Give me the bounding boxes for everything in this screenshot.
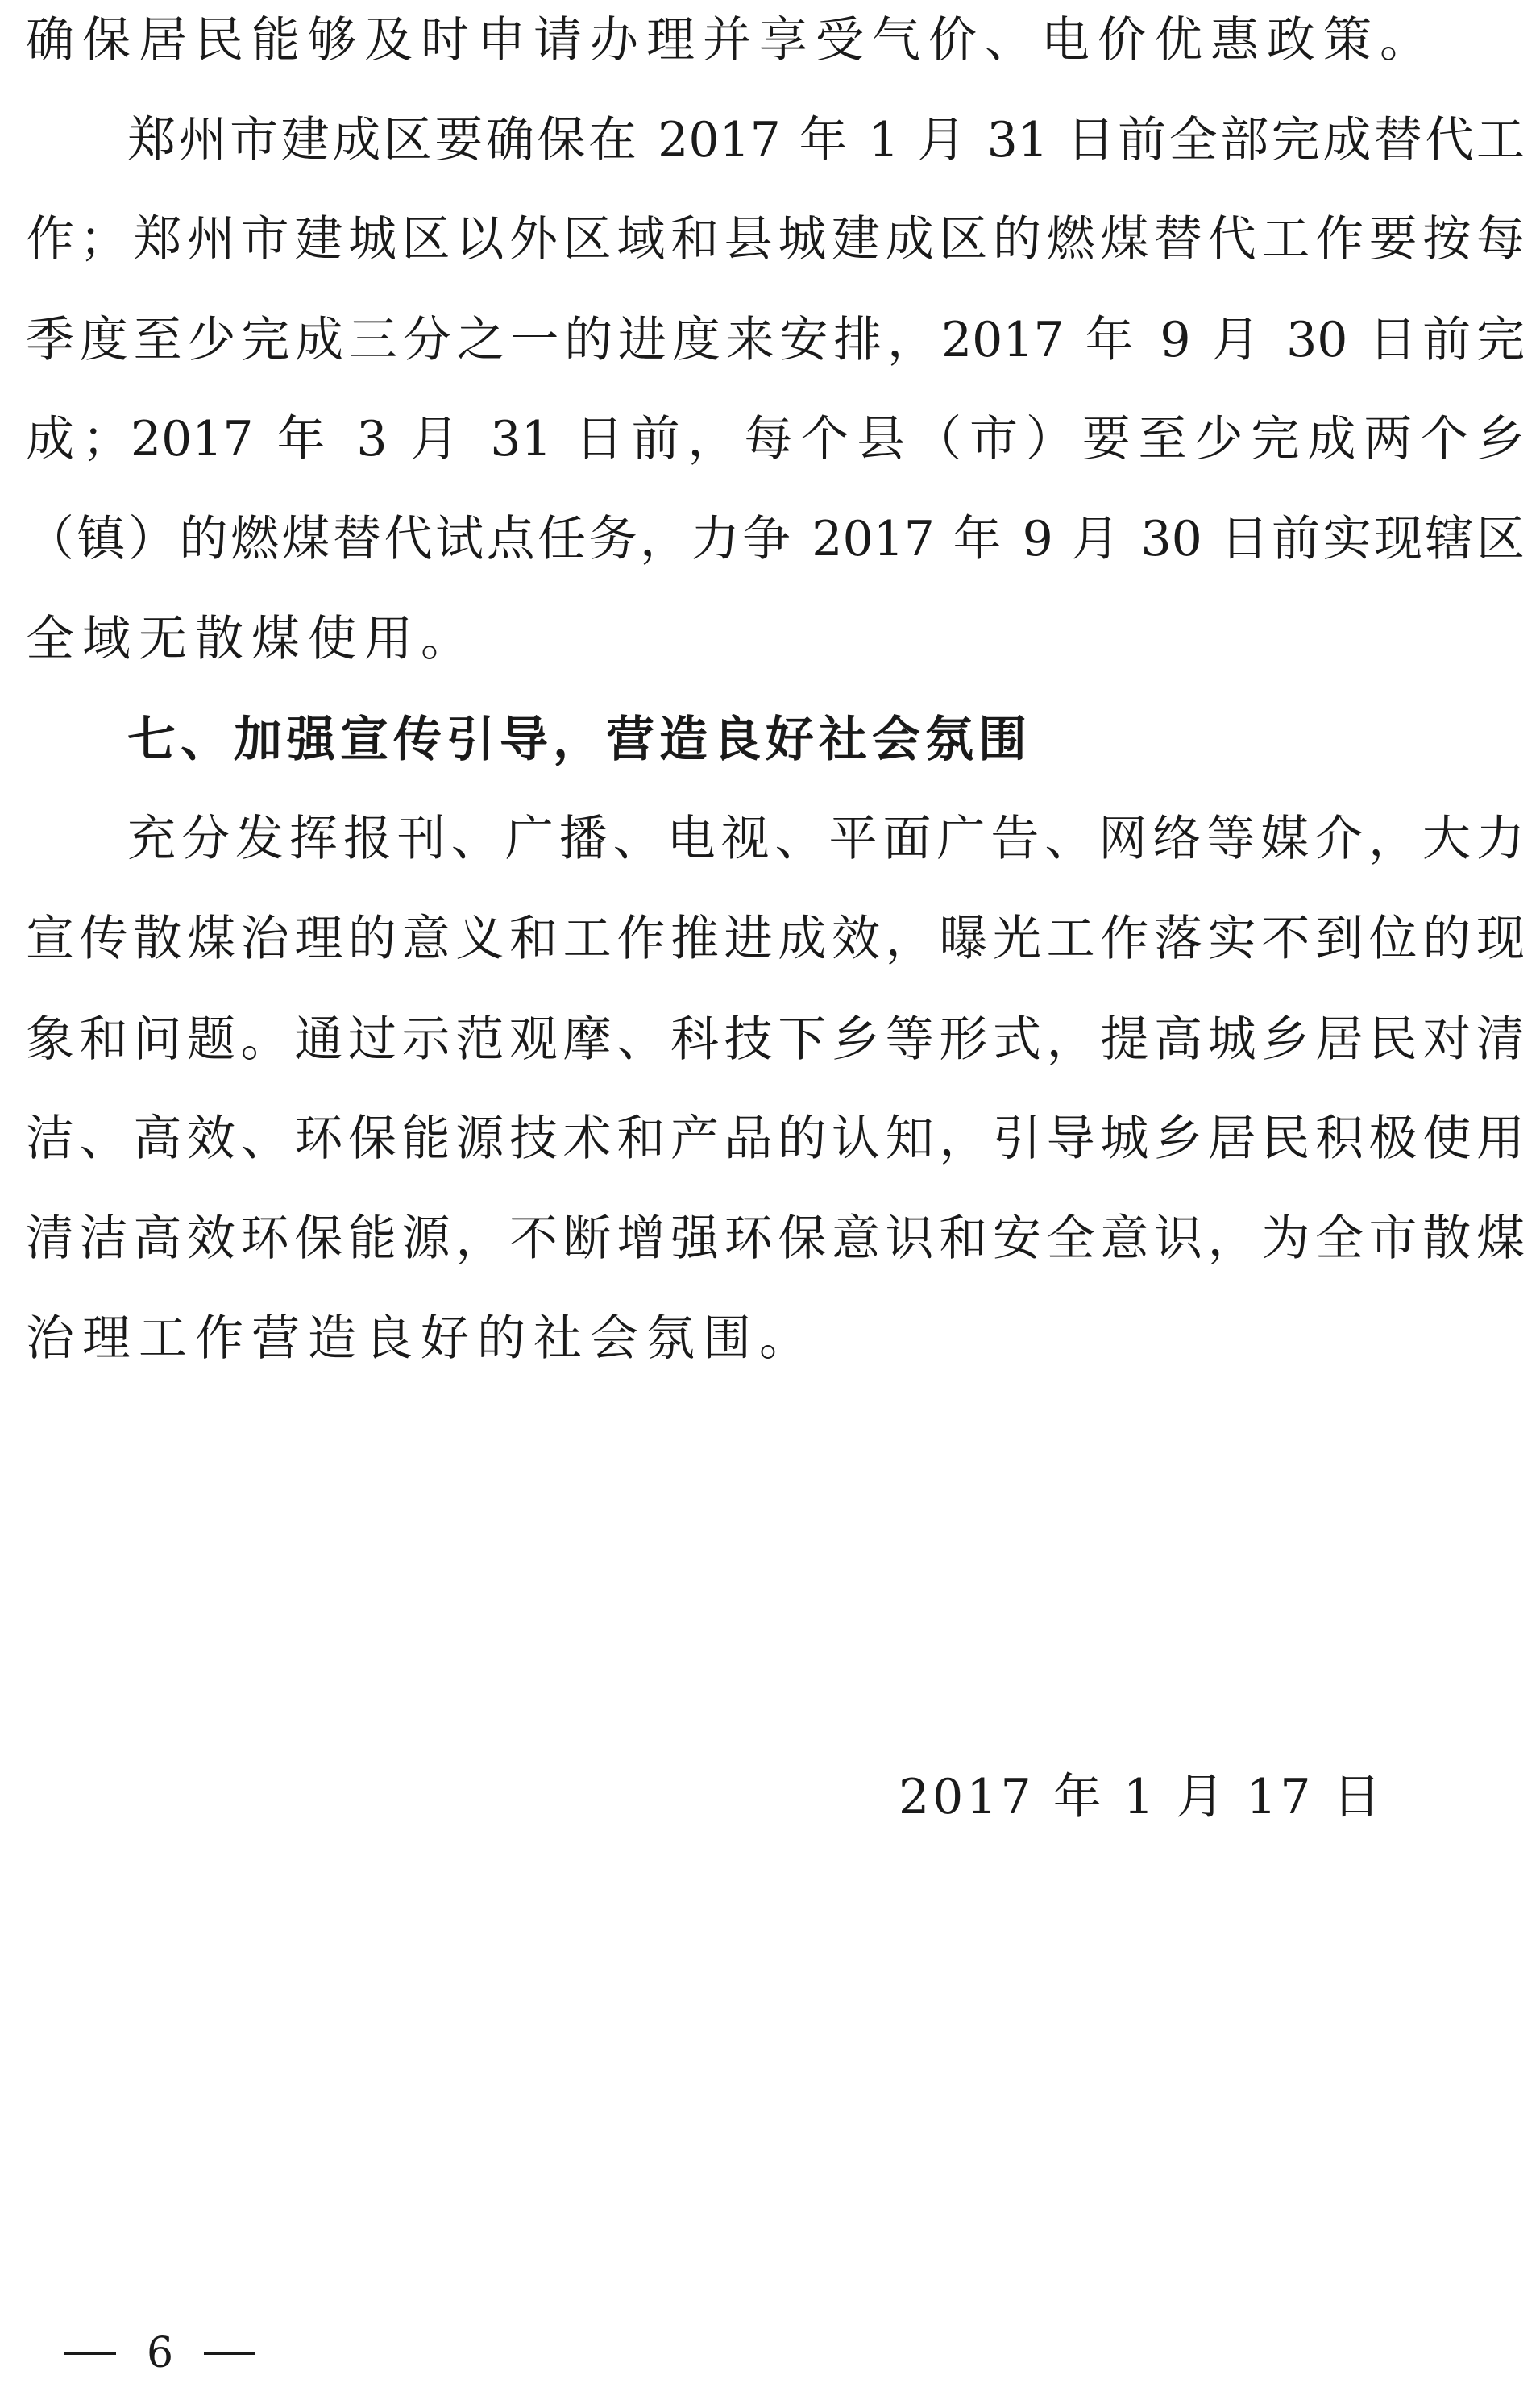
footer-dash-right (204, 2352, 255, 2355)
text-line: 象和问题。通过示范观摩、科技下乡等形式，提高城乡居民对清 (26, 1011, 1525, 1068)
text-line: （镇）的燃煤替代试点任务，力争 2017 年 9 月 30 日前实现辖区 (26, 511, 1525, 567)
text-line: 作；郑州市建城区以外区域和县城建成区的燃煤替代工作要按每 (26, 211, 1525, 268)
text-line: 全域无散煤使用。 (26, 611, 477, 667)
page-number: 6 (147, 2329, 174, 2377)
document-date: 2017 年 1 月 17 日 (899, 1769, 1384, 1825)
text-line: 宣传散煤治理的意义和工作推进成效，曝光工作落实不到位的现 (26, 911, 1525, 967)
page-footer (64, 2321, 255, 2385)
text-line: 治理工作营造良好的社会氛围。 (26, 1310, 816, 1367)
text-line: 季度至少完成三分之一的进度来安排，2017 年 9 月 30 日前完 (26, 312, 1525, 368)
text-line: 充分发挥报刊、广播、电视、平面广告、网络等媒介，大力 (127, 811, 1525, 867)
text-line: 洁、高效、环保能源技术和产品的认知，引导城乡居民积极使用 (26, 1111, 1525, 1167)
text-line: 确保居民能够及时申请办理并享受气价、电价优惠政策。 (26, 12, 1436, 69)
footer-dash-left (64, 2352, 116, 2355)
text-line: 郑州市建成区要确保在 2017 年 1 月 31 日前全部完成替代工 (127, 112, 1525, 168)
text-line: 成；2017 年 3 月 31 日前，每个县（市）要至少完成两个乡 (26, 411, 1525, 467)
section-heading: 七、加强宣传引导，营造良好社会氛围 (127, 712, 1032, 768)
text-line: 清洁高效环保能源，不断增强环保意识和安全意识，为全市散煤 (26, 1210, 1525, 1267)
